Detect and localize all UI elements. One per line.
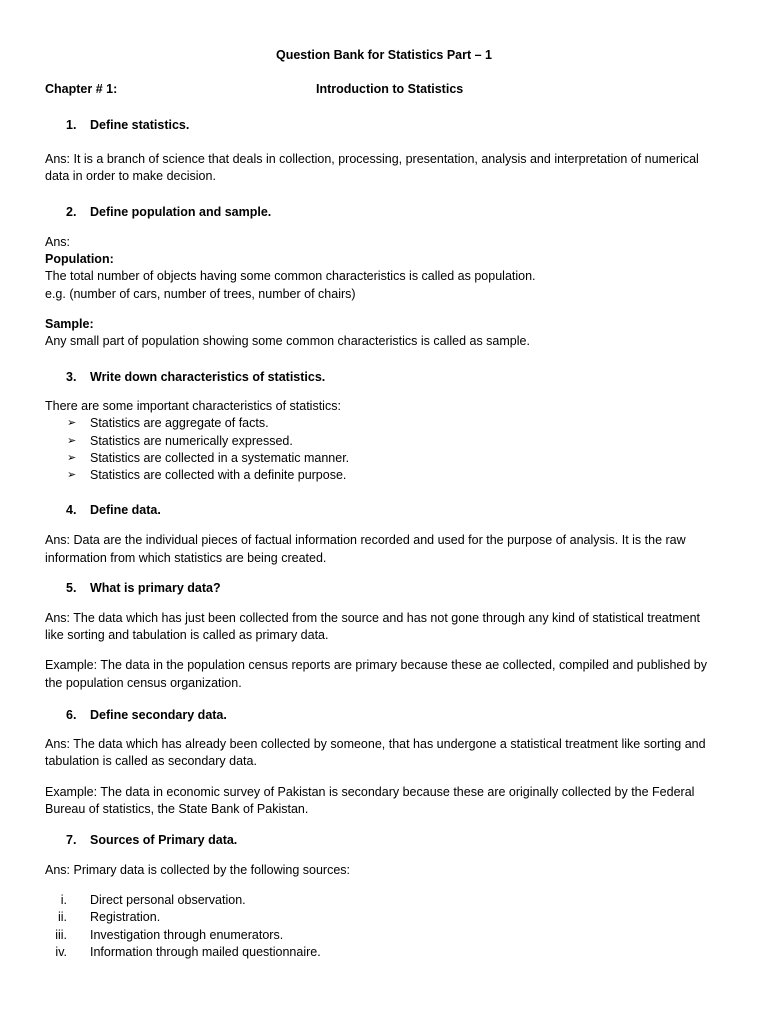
question-heading: Write down characteristics of statistics.	[90, 370, 326, 384]
question-heading: What is primary data?	[90, 581, 221, 595]
question-number: 4.	[66, 503, 77, 517]
example-text: the population census organization.	[45, 676, 242, 690]
sources-intro: Ans: Primary data is collected by the following sources:	[45, 863, 350, 877]
question-number: 2.	[66, 205, 77, 219]
example-text: Example: The data in economic survey of Pakistan is secondary because these are originally collected by the Federal	[45, 785, 695, 799]
answer-label: Ans:	[45, 235, 71, 249]
question-number: 5.	[66, 581, 77, 595]
arrow-bullet-icon: ➢	[67, 417, 77, 429]
answer-text: tabulation is called as secondary data.	[45, 754, 257, 768]
document-title: Question Bank for Statistics Part – 1	[275, 48, 493, 62]
population-example: e.g. (number of cars, number of trees, number of chairs)	[45, 287, 356, 301]
list-marker: ii.	[57, 910, 67, 924]
list-item: Information through mailed questionnaire.	[90, 945, 321, 959]
chapter-label: Chapter # 1:	[45, 82, 118, 96]
answer-text: Ans: It is a branch of science that deals in collection, processing, presentation, analysis and interpretation of numerical	[45, 152, 699, 166]
question-number: 1.	[66, 118, 77, 132]
question-heading: Sources of Primary data.	[90, 833, 238, 847]
example-text: Example: The data in the population census reports are primary because these ae collected, compiled and published by	[45, 658, 707, 672]
answer-text: information from which statistics are being created.	[45, 551, 327, 565]
list-item: Statistics are collected in a systematic manner.	[90, 451, 350, 465]
question-heading: Define population and sample.	[90, 205, 272, 219]
list-item: Statistics are aggregate of facts.	[90, 416, 269, 430]
answer-text: data in order to make decision.	[45, 169, 216, 183]
answer-text: Ans: The data which has just been collected from the source and has not gone through any kind of statistical treatment	[45, 611, 701, 625]
list-item: Statistics are numerically expressed.	[90, 434, 293, 448]
example-text: Bureau of statistics, the State Bank of Pakistan.	[45, 802, 309, 816]
answer-text: Ans: Data are the individual pieces of factual information recorded and used for the purpose of analysis. It is the raw	[45, 533, 686, 547]
list-item: Statistics are collected with a definite purpose.	[90, 468, 347, 482]
characteristics-intro: There are some important characteristics of statistics:	[45, 399, 341, 413]
arrow-bullet-icon: ➢	[67, 435, 77, 447]
answer-text: like sorting and tabulation is called as primary data.	[45, 628, 329, 642]
population-heading: Population:	[45, 252, 114, 266]
arrow-bullet-icon: ➢	[67, 469, 77, 481]
population-definition: The total number of objects having some common characteristics is called as population.	[45, 269, 536, 283]
list-item: Investigation through enumerators.	[90, 928, 284, 942]
answer-text: Ans: The data which has already been collected by someone, that has undergone a statistical treatment like sorting and	[45, 737, 706, 751]
question-number: 7.	[66, 833, 77, 847]
list-item: Direct personal observation.	[90, 893, 246, 907]
list-marker: i.	[60, 893, 67, 907]
sample-heading: Sample:	[45, 317, 94, 331]
question-heading: Define secondary data.	[90, 708, 227, 722]
list-item: Registration.	[90, 910, 161, 924]
question-heading: Define data.	[90, 503, 161, 517]
arrow-bullet-icon: ➢	[67, 452, 77, 464]
sample-definition: Any small part of population showing some common characteristics is called as sample.	[45, 334, 530, 348]
list-marker: iii.	[55, 928, 67, 942]
question-heading: Define statistics.	[90, 118, 190, 132]
list-marker: iv.	[55, 945, 67, 959]
question-number: 6.	[66, 708, 77, 722]
chapter-title: Introduction to Statistics	[316, 82, 464, 96]
question-number: 3.	[66, 370, 77, 384]
